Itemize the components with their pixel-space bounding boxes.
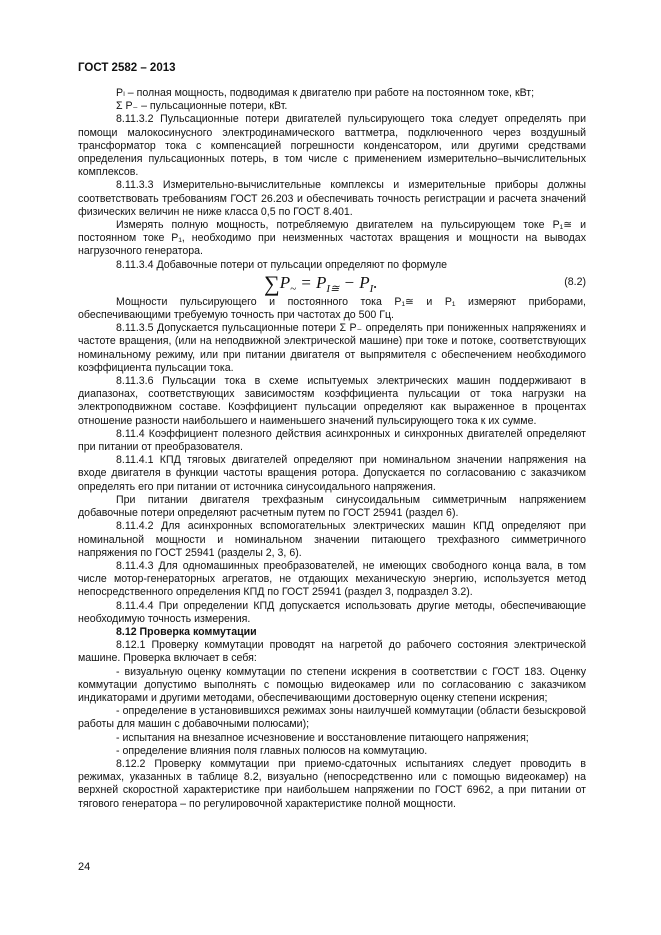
paragraph: 8.11.4.2 Для асинхронных вспомогательных электрических машин КПД определяют при номинальной мощности и номинальном значении питающего трехфазного симметричного напряжения по ГОСТ 25941 (разделы 2, 3, 6).: [78, 520, 586, 559]
formula-term1-sub: I≅: [326, 282, 340, 295]
paragraph: Мощности пульсирующего и постоянного тока P₁≅ и P₁ измеряют приборами, обеспечивающими требуемую точность при частотах до 500 Гц.: [78, 295, 586, 322]
formula-minus: −: [343, 272, 356, 292]
paragraph: 8.11.3.3 Измерительно-вычислительные комплексы и измерительные приборы должны соответствовать требованиям ГОСТ 26.203 и обеспечивать точность регистрации и расчета значений физических величин не ниже класса 0,5 по ГОСТ 8.401.: [78, 179, 586, 218]
paragraph: 8.11.3.5 Допускается пульсационные потери Σ P₋ определять при пониженных напряжениях и частоте вращения, (или на неподвижной электрической машине) при токе и потоке, соответствующих номинальному режиму, или при питании двигателя от выпрямителя с обеспечением необходимого коэффициента пульсации тока.: [78, 322, 586, 374]
list-item: - визуальную оценку коммутации по степени искрения в соответствии с ГОСТ 183. Оценку коммутации допустимо выполнять с помощью видеокамер или по согласованию с заказчиком индикаторами и другими методами, обеспечивающими достоверную оценку степени искрения;: [78, 665, 586, 704]
formula-end: .: [373, 272, 378, 292]
formula-expression: [264, 272, 378, 300]
paragraph: 8.11.4.4 При определении КПД допускается использовать другие методы, обеспечивающие необходимую точность измерения.: [78, 599, 586, 625]
paragraph: Σ P₋ – пульсационные потери, кВт.: [116, 100, 288, 113]
paragraph: 8.11.3.6 Пульсации тока в схеме испытуемых электрических машин поддерживают в диапазонах, соответствующих зависимостям коэффициента пульсации от тока нагрузки на электроподвижном составе. Коэффициент пульсации определяют как выраженное в процентах отношение разности наибольшего и наименьшего значений пульсирующего тока к их сумме.: [78, 375, 586, 427]
paragraph: 8.11.4.3 Для одномашинных преобразователей, не имеющих свободного конца вала, в том числе мотор-генераторных агрегатов, не отдающих механическую энергию, используется метод непосредственного определения КПД по ГОСТ 25941 (раздел 3, подраздел 3.2).: [78, 559, 586, 599]
document-body: [78, 87, 586, 811]
list-item: - испытания на внезапное исчезновение и восстановление питающего напряжения;: [116, 731, 529, 744]
paragraph: При питании двигателя трехфазным синусоидальным симметричным напряжением добавочные потери определяют расчетным путем по ГОСТ 25941 (раздел 6).: [78, 493, 586, 520]
section-heading: 8.12 Проверка коммутации: [116, 625, 257, 638]
paragraph: 8.11.3.4 Добавочные потери от пульсации определяют по формуле: [116, 258, 448, 271]
formula-term2-sub: I: [369, 282, 374, 295]
formula-term1: P: [316, 272, 327, 292]
paragraph: 8.11.4.1 КПД тяговых двигателей определяют при номинальном значении напряжения на входе двигателя в функции частоты вращения ротора. Допускается по согласованию с заказчиком определять его при питании от источника синусоидального напряжения.: [78, 454, 586, 493]
formula-lhs-sub: ~: [290, 282, 297, 295]
paragraph: 8.11.4 Коэффициент полезного действия асинхронных и синхронных двигателей определяют при питании от преобразователя.: [78, 427, 586, 454]
page-number: 24: [78, 861, 91, 873]
paragraph: 8.11.3.2 Пульсационные потери двигателей пульсирующего тока следует определять при помощи малокосинусного электродинамического ваттметра, подключенного через воздушный трансформатор тока с компенсацией погрешности конденсатором, или другими средствами определения пульсационных потерь, в том числе с применением измерительно–вычислительных комплексов.: [78, 113, 586, 179]
formula-number: (8.2): [564, 275, 586, 288]
formula-term2: P: [359, 272, 370, 292]
paragraph: 8.12.1 Проверку коммутации проводят на нагретой до рабочего состояния электрической машине. Проверка включает в себя:: [78, 639, 586, 665]
formula-lhs: P: [279, 272, 291, 292]
paragraph: Измерять полную мощность, потребляемую двигателем на пульсирующем токе P₁≅ и постоянном токе P₁, необходимо при неизменных частотах вращения и мощности на выводах нагрузочного генератора.: [78, 219, 586, 258]
list-item: - определение влияния поля главных полюсов на коммутацию.: [116, 744, 428, 757]
paragraph: 8.12.2 Проверку коммутации при приемо-сдаточных испытаниях следует проводить в режимах, указанных в таблице 8.2, визуально (непосредственно или с помощью видеокамер) на верхней скоростной характеристике при наибольшем напряжении по ГОСТ 6962, а при питании от тягового генератора – по регулировочной характеристике полной мощности.: [78, 757, 586, 810]
formula-equals: =: [300, 272, 312, 292]
sigma-symbol: ∑: [264, 270, 280, 296]
document-header: ГОСТ 2582 – 2013: [78, 62, 176, 74]
formula-8-2: [78, 272, 586, 296]
list-item: - определение в установившихся режимах зоны наилучшей коммутации (области безыскровой работы для машин с добавочными полюсами);: [78, 705, 586, 731]
paragraph: Pₗ – полная мощность, подводимая к двигателю при работе на постоянном токе, кВт;: [116, 87, 535, 99]
